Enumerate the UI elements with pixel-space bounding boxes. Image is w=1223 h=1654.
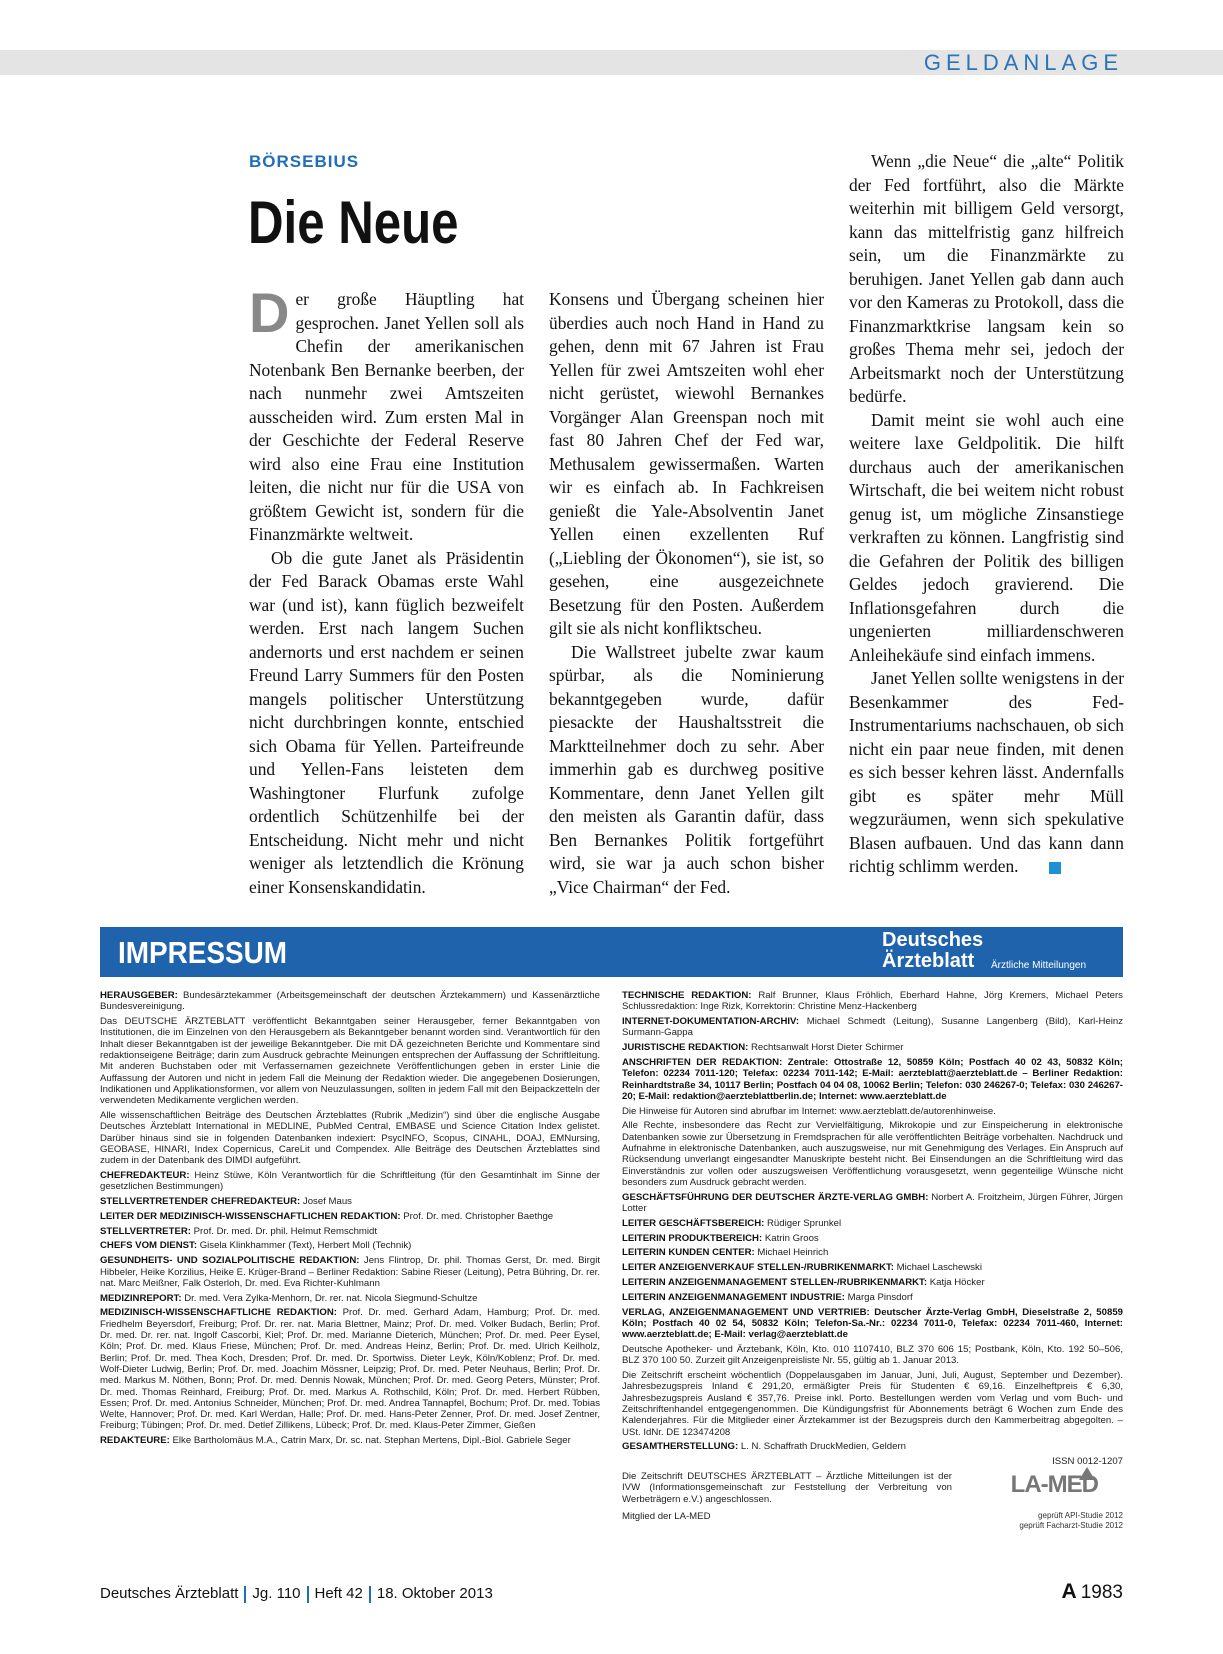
paragraph: Damit meint sie wohl auch eine weitere laxe Geldpolitik. Die hilft durchaus auch der amerikanischen Wirtschaft, die bei weitem nicht robust genug ist, um mögliche Zinsanstiege verkraften zu können. Langfristig sind die Gefahren der Politik des billigen Geldes jedoch gravierend. Die Inflationsgefahren durch die ungenierten milliardenschweren Anleihekäufe sind einfach immens. xyxy=(849,409,1124,665)
impressum-text: Bundesärztekammer (Arbeitsgemeinschaft der deutschen Ärztekammern) und Kassenärztliche Bundesvereinigung. xyxy=(100,990,601,1013)
impressum-entry xyxy=(622,1057,1123,1102)
impressum-label: LEITERIN KUNDEN CENTER: xyxy=(622,1247,755,1259)
end-mark-icon xyxy=(1049,862,1061,874)
impressum-text: Marga Pinsdorf xyxy=(847,1291,913,1303)
impressum-entry xyxy=(622,990,1123,1013)
impressum-text: Ralf Brunner, Klaus Fröhlich, Eberhard Hahne, Jörg Kremers, Michael Peters Schlussredaktion: Inge Rizk, Korrektorin: Christine Menz-Hackenberg xyxy=(622,990,1123,1013)
impressum-entry xyxy=(622,1370,1123,1438)
paragraph: Die Wallstreet jubelte zwar kaum spürbar, als die Nominierung bekanntgegeben wurde, dafür piesackte der Haushaltsstreit die Marktteilnehmer doch zu sehr. Aber immerhin gab es durchweg positive Kommentare, denn Janet Yellen gilt den meisten als Garantin dafür, dass Ben Bernankes Politik fortgeführt wird, sie war ja auch schon bisher „Vice Chairman“ der Fed. xyxy=(549,641,824,897)
section-label: GELDANLAGE xyxy=(923,50,1123,75)
impressum-text: Katrin Groos xyxy=(764,1232,819,1244)
impressum-entry xyxy=(100,1240,600,1251)
paragraph: Ob die gute Janet als Präsidentin der Fed Barack Obamas erste Wahl war (und ist), kann füglich bezweifelt werden. Erst nach langem Suchen andernorts und erst nachdem er seinen Freund Larry Summers für den Posten mangels politischer Unterstützung nicht durchbringen konnte, entschied sich Obama für Yellen. Parteifreunde und Yellen-Fans leisteten dem Washingtoner Flurfunk zufolge ordentlich Schützenhilfe bei der Entscheidung. Nicht mehr und nicht weniger als letztendlich die Krönung einer Konsenskandidatin. xyxy=(249,547,524,897)
impressum-right-column xyxy=(622,990,1123,1541)
impressum-entry xyxy=(100,1016,600,1106)
drop-cap: D xyxy=(249,281,290,344)
impressum-text: Elke Bartholomäus M.A., Catrin Marx, Dr. sc. nat. Stephan Mertens, Dipl.-Biol. Gabriele Seger xyxy=(172,1435,571,1447)
impressum-entry xyxy=(100,1293,600,1304)
lamed-logo: LA-MED xyxy=(1010,1470,1098,1498)
impressum-label: JURISTISCHE REDAKTION: xyxy=(622,1042,749,1054)
impressum-entry xyxy=(622,1262,1123,1273)
impressum-entry xyxy=(622,1233,1123,1244)
impressum-label: GESUNDHEITS- UND SOZIALPOLITISCHE REDAKTION: xyxy=(100,1255,360,1267)
impressum-label: CHEFREDAKTEUR: xyxy=(100,1169,190,1181)
issn: ISSN 0012-1207 xyxy=(1052,1456,1123,1468)
impressum-label: REDAKTEURE: xyxy=(100,1435,170,1447)
impressum-text: Dr. med. Vera Zylka-Menhorn, Dr. rer. nat. Nicola Siegmund-Schultze xyxy=(184,1292,478,1304)
footer-separator xyxy=(307,1586,309,1603)
impressum-entry xyxy=(622,1292,1123,1303)
impressum-text: Michael Laschewski xyxy=(896,1262,982,1274)
lamed-note: geprüft API-Studie 2012 xyxy=(1038,1510,1123,1520)
impressum-left-column xyxy=(100,990,600,1450)
impressum-entry xyxy=(622,1042,1123,1053)
impressum-text: Prof. Dr. med. Gerhard Adam, Hamburg; Prof. Dr. med. Friedhelm Beyersdorf, Freiburg; Prof. Dr. rer. nat. Maria Blettner, Mainz; Prof. Dr. med. Volker Budach, Berlin; Prof. Dr. med. Dr. rer. nat. Ingolf Cascorbi, Kiel; Prof. Dr. med. Marianne Dieterich, München; Prof. Dr. med. Peer Eysel, Köln; Prof. Dr. med. Klaus Friese, München; Prof. Dr. med. Andreas Heinz, Berlin; Prof. Dr. med. Ulrich Keilholz, Berlin; Prof. Dr. med. Thea Koch, Dresden; Prof. Dr. med. Dr. Sportwiss. Dieter Leyk, Köln/Koblenz; Prof. Dr. med. Wolf-Dieter Ludwig, Berlin; Prof. Dr. med. Joachim Mössner, Leipzig; Prof. Dr. med. Peter Neuhaus, Berlin; Prof. Dr. med. Markus M. Nöthen, Bonn; Prof. Dr. med. Dennis Nowak, München; Prof. Dr. med. Georg Peters, Münster; Prof. Dr. med. Thomas Reinhard, Freiburg; Prof. Dr. med. Markus A. Rothschild, Köln; Prof. Dr. med. Herbert Rübben, Essen; Prof. Dr. med. Antonius Schneider, München; Prof. Dr. med. Andrea Tannapfel, Bochum; Prof. Dr. med. Tobias Welte, Hannover; Prof. Dr. med. Karl Werdan, Halle; Prof. Dr. med. Hans-Peter Zenner, Prof. Dr. med. Josef Zentner, Freiburg; Tübingen; Prof. Dr. med. Detlef Zillikens, Lübeck; Prof. Dr. med. Klaus-Peter Zimmer, Gießen xyxy=(100,1307,600,1432)
impressum-entry xyxy=(100,1196,600,1207)
impressum-label: LEITER ANZEIGENVERKAUF STELLEN-/RUBRIKENMARKT: xyxy=(622,1262,894,1274)
impressum-text: Jens Flintrop, Dr. phil. Thomas Gerst, Dr. med. Birgit Hibbeler, Heike Korzilius, Heike E. Krüger-Brand – Berliner Redaktion: Sabine Rieser (Leitung), Petra Bühring, Dr. rer. nat. Marc Meißner, Falk Osterloh, Dr. med. Eva Richter-Kuhlmann xyxy=(100,1255,601,1289)
impressum-entry xyxy=(100,1170,600,1193)
impressum-label: LEITERIN ANZEIGENMANAGEMENT STELLEN-/RUBRIKENMARKT: xyxy=(622,1277,928,1289)
impressum-title: IMPRESSUM xyxy=(118,935,287,970)
impressum-label: VERLAG, ANZEIGENMANAGEMENT UND VERTRIEB: Deutscher Ärzte-Verlag GmbH, Dieselstraße 2, 50859 Köln; Postfach 40 02 54, 50832 Köln; Telefon-Sa.-Nr.: 02234 7011-0, Telefax: 02234 7011-460, Internet: www.aerzteblatt.de; E-Mail: verlag@aerzteblatt.de xyxy=(622,1306,1123,1341)
impressum-label: LEITER GESCHÄFTSBEREICH: xyxy=(622,1217,765,1229)
impressum-entry xyxy=(100,1226,600,1237)
article-column-1 xyxy=(249,281,524,899)
impressum-text: Rechtsanwalt Horst Dieter Schirmer xyxy=(751,1042,904,1054)
footer-issue: Heft 42 xyxy=(314,1585,363,1602)
article-title: Die Neue xyxy=(248,189,459,256)
page-prefix: A xyxy=(1061,1580,1077,1603)
footer-separator xyxy=(244,1586,246,1603)
impressum-entry xyxy=(100,1307,600,1431)
footer-journal: Deutsches Ärzteblatt xyxy=(100,1585,239,1602)
impressum-label: INTERNET-DOKUMENTATION-ARCHIV: xyxy=(622,1016,800,1028)
impressum-label: LEITERIN PRODUKTBEREICH: xyxy=(622,1232,763,1244)
article-kicker: BÖRSEBIUS xyxy=(249,152,360,171)
impressum-entry xyxy=(100,1255,600,1289)
impressum-text: Rüdiger Sprunkel xyxy=(767,1217,842,1229)
impressum-entry xyxy=(622,1106,1123,1117)
paragraph: Der große Häuptling hat gesprochen. Janet Yellen soll als Chefin der amerikanischen Notenbank Ben Bernanke beerben, der nach nunmehr zwei Amtszeiten ausscheiden wird. Zum ersten Mal in der Geschichte der Federal Reserve wird also eine Frau eine Institution leiten, die nicht nur für die USA von größtem Gewicht ist, sondern für die Finanzmärkte weltweit. xyxy=(249,281,524,544)
impressum-text: Heinz Stüwe, Köln Verantwortlich für die Schriftleitung (für den Gesamtinhalt im Sinne der gesetzlichen Bestimmungen) xyxy=(100,1169,600,1193)
impressum-label: MEDIZINISCH-WISSENSCHAFTLICHE REDAKTION: xyxy=(100,1307,337,1319)
impressum-entry xyxy=(622,1192,1123,1215)
footer-date: 18. Oktober 2013 xyxy=(376,1585,493,1602)
impressum-text: Die Zeitschrift erscheint wöchentlich (Doppelausgaben im Januar, Juni, Juli, August, September und Dezember). Jahresbezugspreis Inland € 291,20, ermäßigter Preis für Studenten € 69,16. Einzelheftpreis € 6,30, Jahresbezugspreis Ausland € 357,76. Preise inkl. Porto. Bestellungen werden vom Verlag und vom Buch- und Zeitschriftenhandel entgegengenommen. Die Kündigungsfrist für Abonnements beträgt 6 Wochen zum Ende des Kalenderjahres. Für die Mitglieder einer Ärztekammer ist der Bezugspreis durch den Kammerbeitrag abgegolten. – USt. IdNr. DE 123474208 xyxy=(622,1370,1123,1438)
impressum-label: STELLVERTRETER: xyxy=(100,1225,191,1237)
impressum-text: Prof. Dr. med. Christopher Baethge xyxy=(403,1210,554,1222)
logo-aerzteblatt: Ärzteblatt xyxy=(882,950,975,972)
impressum-entry xyxy=(100,1110,600,1166)
impressum-entry xyxy=(622,1307,1123,1341)
impressum-label: MEDIZINREPORT: xyxy=(100,1292,182,1304)
impressum-entry xyxy=(622,1344,1123,1367)
impressum-entry xyxy=(622,1441,1123,1452)
paragraph: Janet Yellen sollte wenigstens in der Besenkammer des Fed-Instrumentariums nachschauen, ob sich nicht ein paar neue finden, mit denen es sich besser kehren lässt. Andernfalls gibt es später mehr Müll wegzuräumen, wenn sich spekulative Blasen aufbauen. Und das kann dann richtig schlimm werden. xyxy=(849,668,1124,876)
lamed-block xyxy=(622,1471,1123,1541)
impressum-label: GESAMTHERSTELLUNG: xyxy=(622,1441,739,1453)
impressum-entry xyxy=(100,1211,600,1222)
impressum-text: Deutsche Apotheker- und Ärztebank, Köln, Kto. 010 1107410, BLZ 370 606 15; Postbank, Köln, Kto. 192 50–506, BLZ 370 100 50. Zurzeit gilt Anzeigenpreisliste Nr. 55, gültig ab 1. Januar 2013. xyxy=(622,1344,1123,1367)
impressum-text: Die Hinweise für Autoren sind abrufbar im Internet: www.aerzteblatt.de/autorenhinweise. xyxy=(622,1105,996,1117)
impressum-text: Alle wissenschaftlichen Beiträge des Deutschen Ärzteblattes (Rubrik „Medizin“) sind über die englische Ausgabe Deutsches Ärzteblatt International in MEDLINE, PubMed Central, EMBASE und Science Citation Index gelistet. Darüber hinaus sind sie in folgenden Datenbanken indexiert: PsycINFO, Scopus, CINAHL, DOAJ, EMNursing, GEOBASE, HINARI, Index Copernicus, CareLit und Compendex. Alle Beiträge des Deutschen Ärzteblattes sind zudem in der Datenbank des DIMDI aufgeführt. xyxy=(100,1109,600,1167)
impressum-label: STELLVERTRETENDER CHEFREDAKTEUR: xyxy=(100,1196,301,1208)
logo-subtitle: Ärztliche Mitteilungen xyxy=(991,960,1087,971)
ivw-text: Die Zeitschrift DEUTSCHES ÄRZTEBLATT – Ärztliche Mitteilungen ist der IVW (Informationsgemeinschaft zur Feststellung der Verbreitung von Werbeträgern e.V.) angeschlossen. Mitglied der LA-MED xyxy=(622,1470,952,1522)
impressum-text: Gisela Klinkhammer (Text), Herbert Moll (Technik) xyxy=(199,1240,412,1252)
impressum-text: Das DEUTSCHE ÄRZTEBLATT veröffentlicht Bekanntgaben seiner Herausgeber, ferner Bekanntgaben von Institutionen, die im Einzelnen von den Herausgebern als Bekanntgeber benannt worden sind. Verantwortlich für den Inhalt dieser Bekanntgaben ist der jeweilige Bekanntgeber. Die mit DÄ gezeichneten Berichte und Kommentare sind redaktionseigene Beiträge; darin zum Ausdruck gebrachte Meinungen entsprechen der Auffassung der Schriftleitung. Mit anderen Buchstaben oder mit Verfassernamen gezeichnete Veröffentlichungen geben in erster Linie die Auffassung der Autoren und nicht in jedem Fall die Meinung der Redaktion wieder. Die angegebenen Dosierungen, Indikationen und Applikationsformen, vor allem von Neuzulassungen, sollten in jedem Fall mit den Beipackzetteln der verwendeten Medikamente verglichen werden. xyxy=(100,1016,600,1107)
lamed-member: Mitglied der LA-MED xyxy=(622,1510,711,1522)
impressum-label: ANSCHRIFTEN DER REDAKTION: Zentrale: Ottostraße 12, 50859 Köln; Postfach 40 02 43, 50832 Köln; Telefon: 02234 7011-120; Telefax: 02234 7011-142; E-Mail: aerzteblatt@aerzteblatt.de – Berliner Redaktion: Reinhardtstraße 34, 10117 Berlin; Postfach 04 04 08, 10062 Berlin; Telefon: 030 246267-0; Telefax: 030 246267-20; E-Mail: redaktion@aerzteblattberlin.de; Internet: www.aerzteblatt.de xyxy=(622,1056,1123,1102)
impressum-text: Norbert A. Froitzheim, Jürgen Führer, Jürgen Lotter xyxy=(622,1191,1123,1215)
impressum-label: CHEFS VOM DIENST: xyxy=(100,1240,198,1252)
impressum-label: LEITER DER MEDIZINISCH-WISSENSCHAFTLICHEN REDAKTION: xyxy=(100,1210,401,1222)
impressum-entry xyxy=(622,1218,1123,1229)
impressum-label: GESCHÄFTSFÜHRUNG DER DEUTSCHER ÄRZTE-VERLAG GMBH: xyxy=(622,1191,929,1203)
impressum-text: Michael Schmedt (Leitung), Susanne Langenberg (Bild), Karl-Heinz Surmann-Gappa xyxy=(622,1016,1123,1039)
paragraph: Konsens und Übergang scheinen hier überdies auch noch Hand in Hand zu gehen, denn mit 67 Jahren ist Frau Yellen für zwei Amtszeiten wohl eher nicht gerüstet, wiewohl Bernankes Vorgänger Alan Greenspan noch mit fast 80 Jahren Chef der Fed war, Methusalem gewissermaßen. Warten wir es einfach ab. In Fachkreisen genießt die Yale-Absolventin Janet Yellen einen exzellenten Ruf („Liebling der Ökonomen“), sie ist, so gesehen, eine ausgezeichnete Besetzung für den Posten. Außerdem gilt sie als nicht konfliktscheu. xyxy=(549,289,824,638)
impressum-entry xyxy=(622,1016,1123,1039)
impressum-label: HERAUSGEBER: xyxy=(100,990,178,1001)
impressum-text: Prof. Dr. med. Dr. phil. Helmut Remschmidt xyxy=(193,1225,378,1237)
impressum-text: L. N. Schaffrath DruckMedien, Geldern xyxy=(740,1441,907,1453)
article-column-2 xyxy=(549,288,824,899)
article-column-3 xyxy=(849,150,1124,879)
lamed-note: geprüft Facharzt-Studie 2012 xyxy=(1019,1520,1123,1530)
page-number: A 1983 xyxy=(1061,1580,1123,1603)
impressum-text: Alle Rechte, insbesondere das Recht zur Vervielfältigung, Mikrokopie und zur Einspeicherung in elektronische Datenbanken sowie zur Übersetzung in Fremdsprachen für alle veröffentlichten Beiträge vorbehalten. Nachdruck und Aufnahme in elektronische Datenbanken, auch auszugsweise, nur mit Genehmigung des Verlages. Ein Anspruch auf Rücksendung unverlangt eingesandter Manuskripte besteht nicht. Bei Einsendungen an die Schriftleitung wird das Einverständnis zur vollen oder auszugsweisen Veröffentlichung vorausgesetzt, wenn gegenteilige Wünsche nicht besonders zum Ausdruck gebracht werden. xyxy=(622,1120,1123,1188)
impressum-entry xyxy=(100,1435,600,1446)
impressum-label: LEITERIN ANZEIGENMANAGEMENT INDUSTRIE: xyxy=(622,1291,845,1303)
footer-separator xyxy=(369,1586,371,1603)
impressum-entry xyxy=(622,1277,1123,1288)
footer-volume: Jg. 110 xyxy=(252,1585,301,1602)
footer-citation xyxy=(100,1585,493,1603)
impressum-entry xyxy=(100,990,600,1013)
impressum-text: Katja Höcker xyxy=(929,1277,985,1289)
impressum-label: TECHNISCHE REDAKTION: xyxy=(622,990,752,1001)
impressum-text: Josef Maus xyxy=(302,1196,352,1208)
impressum-text: Michael Heinrich xyxy=(757,1247,829,1259)
paragraph: Wenn „die Neue“ die „alte“ Politik der Fed fortführt, also die Märkte weiterhin mit billigem Geld versorgt, kann das mittelfristig ganz hilfreich sein, um die Finanzmärkte zu beruhigen. Janet Yellen gab dann auch vor den Kameras zu Protokoll, dass die Finanzmarktkrise langsam kein so großes Thema mehr sei, jedoch der Arbeitsmarkt noch der Unterstützung bedürfe. xyxy=(849,151,1124,406)
logo-deutsches: Deutsches xyxy=(882,929,984,951)
impressum-entry xyxy=(622,1120,1123,1188)
impressum-entry xyxy=(622,1247,1123,1258)
